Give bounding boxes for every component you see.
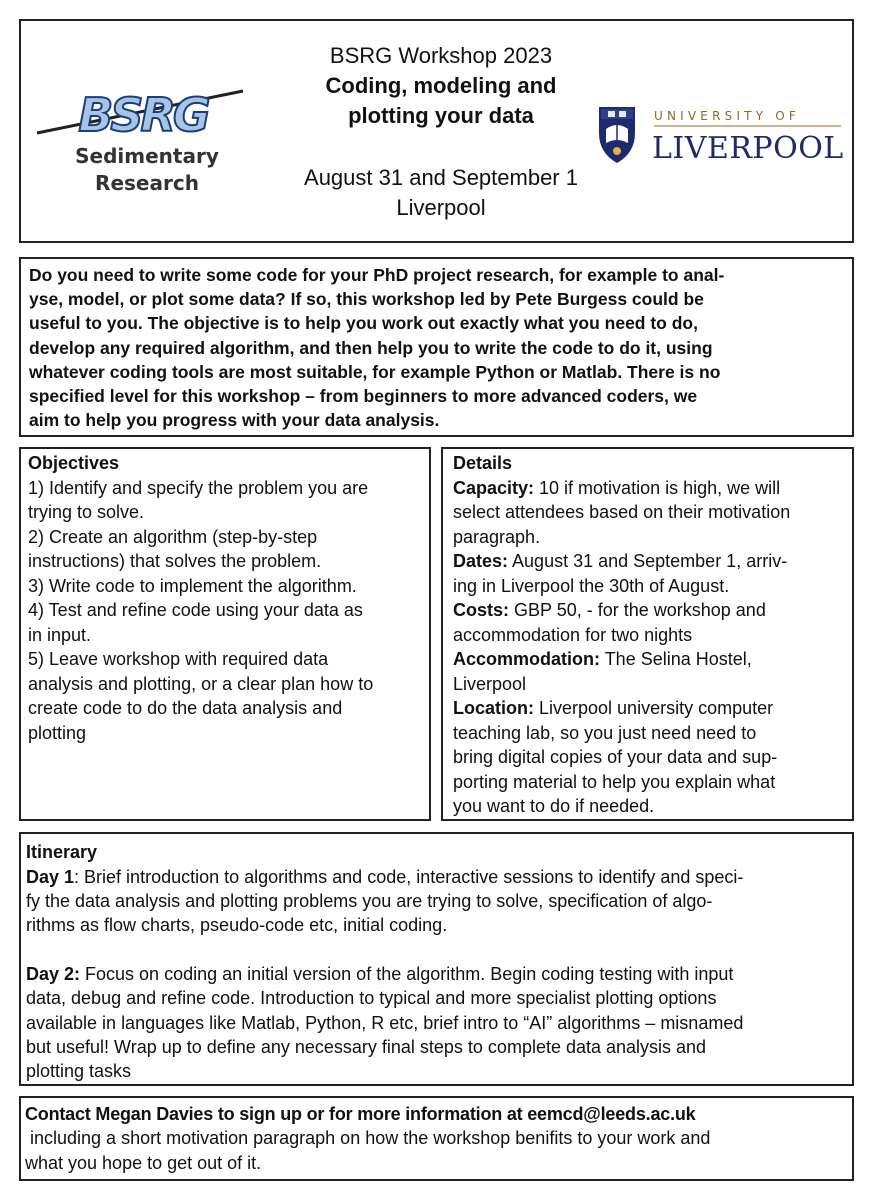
detail-line: Liverpool: [453, 673, 527, 694]
objective-line: in input.: [28, 624, 92, 645]
details-box: [441, 447, 854, 821]
contact-heading: Contact Megan Davies to sign up or for more information at eemcd@leeds.ac.uk: [25, 1104, 696, 1124]
contact-box: [19, 1096, 854, 1181]
workshop-line: BSRG Workshop 2023: [329, 43, 553, 68]
intro-line: whatever coding tools are most suitable, for example Python or Matlab. There is no: [29, 361, 721, 382]
day1-label: Day 1: [26, 866, 75, 887]
objective-line: 2) Create an algorithm (step-by-step: [28, 526, 318, 547]
bsrg-logo: [35, 83, 245, 201]
itinerary-heading: Itinerary: [26, 842, 98, 862]
intro-line: specified level for this workshop – from beginners to more advanced coders, we: [29, 386, 698, 407]
itinerary-line: but useful! Wrap up to define any necessary final steps to complete data analysis and: [26, 1036, 707, 1057]
detail-label: Location:: [453, 698, 534, 718]
detail-label: Costs:: [453, 600, 510, 620]
detail-line: bring digital copies of your data and sup-: [453, 747, 778, 767]
objective-line: instructions) that solves the problem.: [28, 551, 322, 571]
intro-line: Do you need to write some code for your PhD project research, for example to anal-: [29, 265, 725, 285]
detail-capacity: Capacity: 10 if motivation is high, we will: [453, 477, 781, 498]
detail-line: you want to do if needed.: [453, 796, 655, 816]
university-of-liverpool-logo: [597, 103, 847, 165]
intro-box: [19, 257, 854, 437]
bsrg-logo-line2: Research: [95, 171, 199, 195]
itinerary-line: available in languages like Matlab, Python, R etc, brief intro to “AI” algorithms – misnamed: [26, 1012, 744, 1033]
detail-label: Accommodation:: [453, 649, 601, 669]
intro-line: yse, model, or plot some data? If so, this workshop led by Pete Burgess could be: [29, 289, 704, 310]
intro-line: aim to help you progress with your data analysis.: [29, 410, 440, 431]
bsrg-logo-line1: Sedimentary: [75, 144, 219, 168]
title-line-1: Coding, modeling and: [325, 73, 557, 98]
objectives-box: [19, 447, 431, 821]
header-box: [19, 19, 854, 243]
liverpool-logo-name: LIVERPOOL: [652, 131, 844, 165]
detail-label: Capacity:: [453, 477, 535, 498]
objective-line: trying to solve.: [28, 502, 145, 522]
itinerary-line: data, debug and refine code. Introduction to typical and more specialist plotting options: [26, 988, 717, 1009]
objective-line: plotting: [28, 722, 87, 743]
day2-label: Day 2:: [26, 963, 81, 984]
liverpool-logo-top: UNIVERSITY OF: [654, 109, 801, 123]
objective-line: 5) Leave workshop with required data: [28, 649, 329, 669]
detail-accommodation: Accommodation: The Selina Hostel,: [453, 649, 752, 669]
contact-line: what you hope to get out of it.: [25, 1152, 262, 1173]
intro-line: useful to you. The objective is to help you work out exactly what you need to do,: [29, 313, 698, 334]
itinerary-box: [19, 832, 854, 1086]
detail-line: paragraph.: [453, 526, 541, 547]
title-line-2: plotting your data: [348, 103, 534, 128]
itinerary-line: rithms as flow charts, pseudo-code etc, initial coding.: [26, 915, 448, 936]
objective-line: 4) Test and refine code using your data as: [28, 600, 363, 620]
objectives-heading: Objectives: [28, 453, 120, 473]
itinerary-line: fy the data analysis and plotting problems you are trying to solve, specification of algo-: [26, 890, 713, 911]
day1-first-line: Day 1: Brief introduction to algorithms and code, interactive sessions to identify and speci-: [26, 866, 744, 887]
bsrg-logo-mark: BSRG: [78, 88, 208, 142]
intro-line: develop any required algorithm, and then help you to write the code to do it, using: [29, 337, 713, 358]
objective-line: create code to do the data analysis and: [28, 698, 343, 718]
header-location: Liverpool: [396, 195, 486, 220]
detail-location: Location: Liverpool university computer: [453, 698, 774, 718]
itinerary-line: plotting tasks: [26, 1061, 132, 1082]
objective-line: 1) Identify and specify the problem you are: [28, 477, 369, 498]
detail-line: accommodation for two nights: [453, 624, 693, 645]
liverpool-crest-icon: [599, 107, 635, 163]
objective-line: analysis and plotting, or a clear plan how to: [28, 673, 374, 694]
detail-line: select attendees based on their motivation: [453, 502, 791, 522]
detail-line: teaching lab, so you just need need to: [453, 722, 757, 743]
header-dates: August 31 and September 1: [304, 165, 578, 190]
detail-label: Dates:: [453, 551, 509, 571]
day2-first-line: Day 2: Focus on coding an initial version of the algorithm. Begin coding testing with input: [26, 963, 734, 984]
detail-line: porting material to help you explain what: [453, 771, 776, 792]
detail-costs: Costs: GBP 50, - for the workshop and: [453, 600, 766, 620]
detail-dates: Dates: August 31 and September 1, arriv-: [453, 551, 788, 571]
details-heading: Details: [453, 453, 513, 473]
detail-line: ing in Liverpool the 30th of August.: [453, 575, 730, 596]
contact-line: including a short motivation paragraph on how the workshop benifits to your work and: [25, 1128, 711, 1149]
objective-line: 3) Write code to implement the algorithm.: [28, 575, 357, 596]
